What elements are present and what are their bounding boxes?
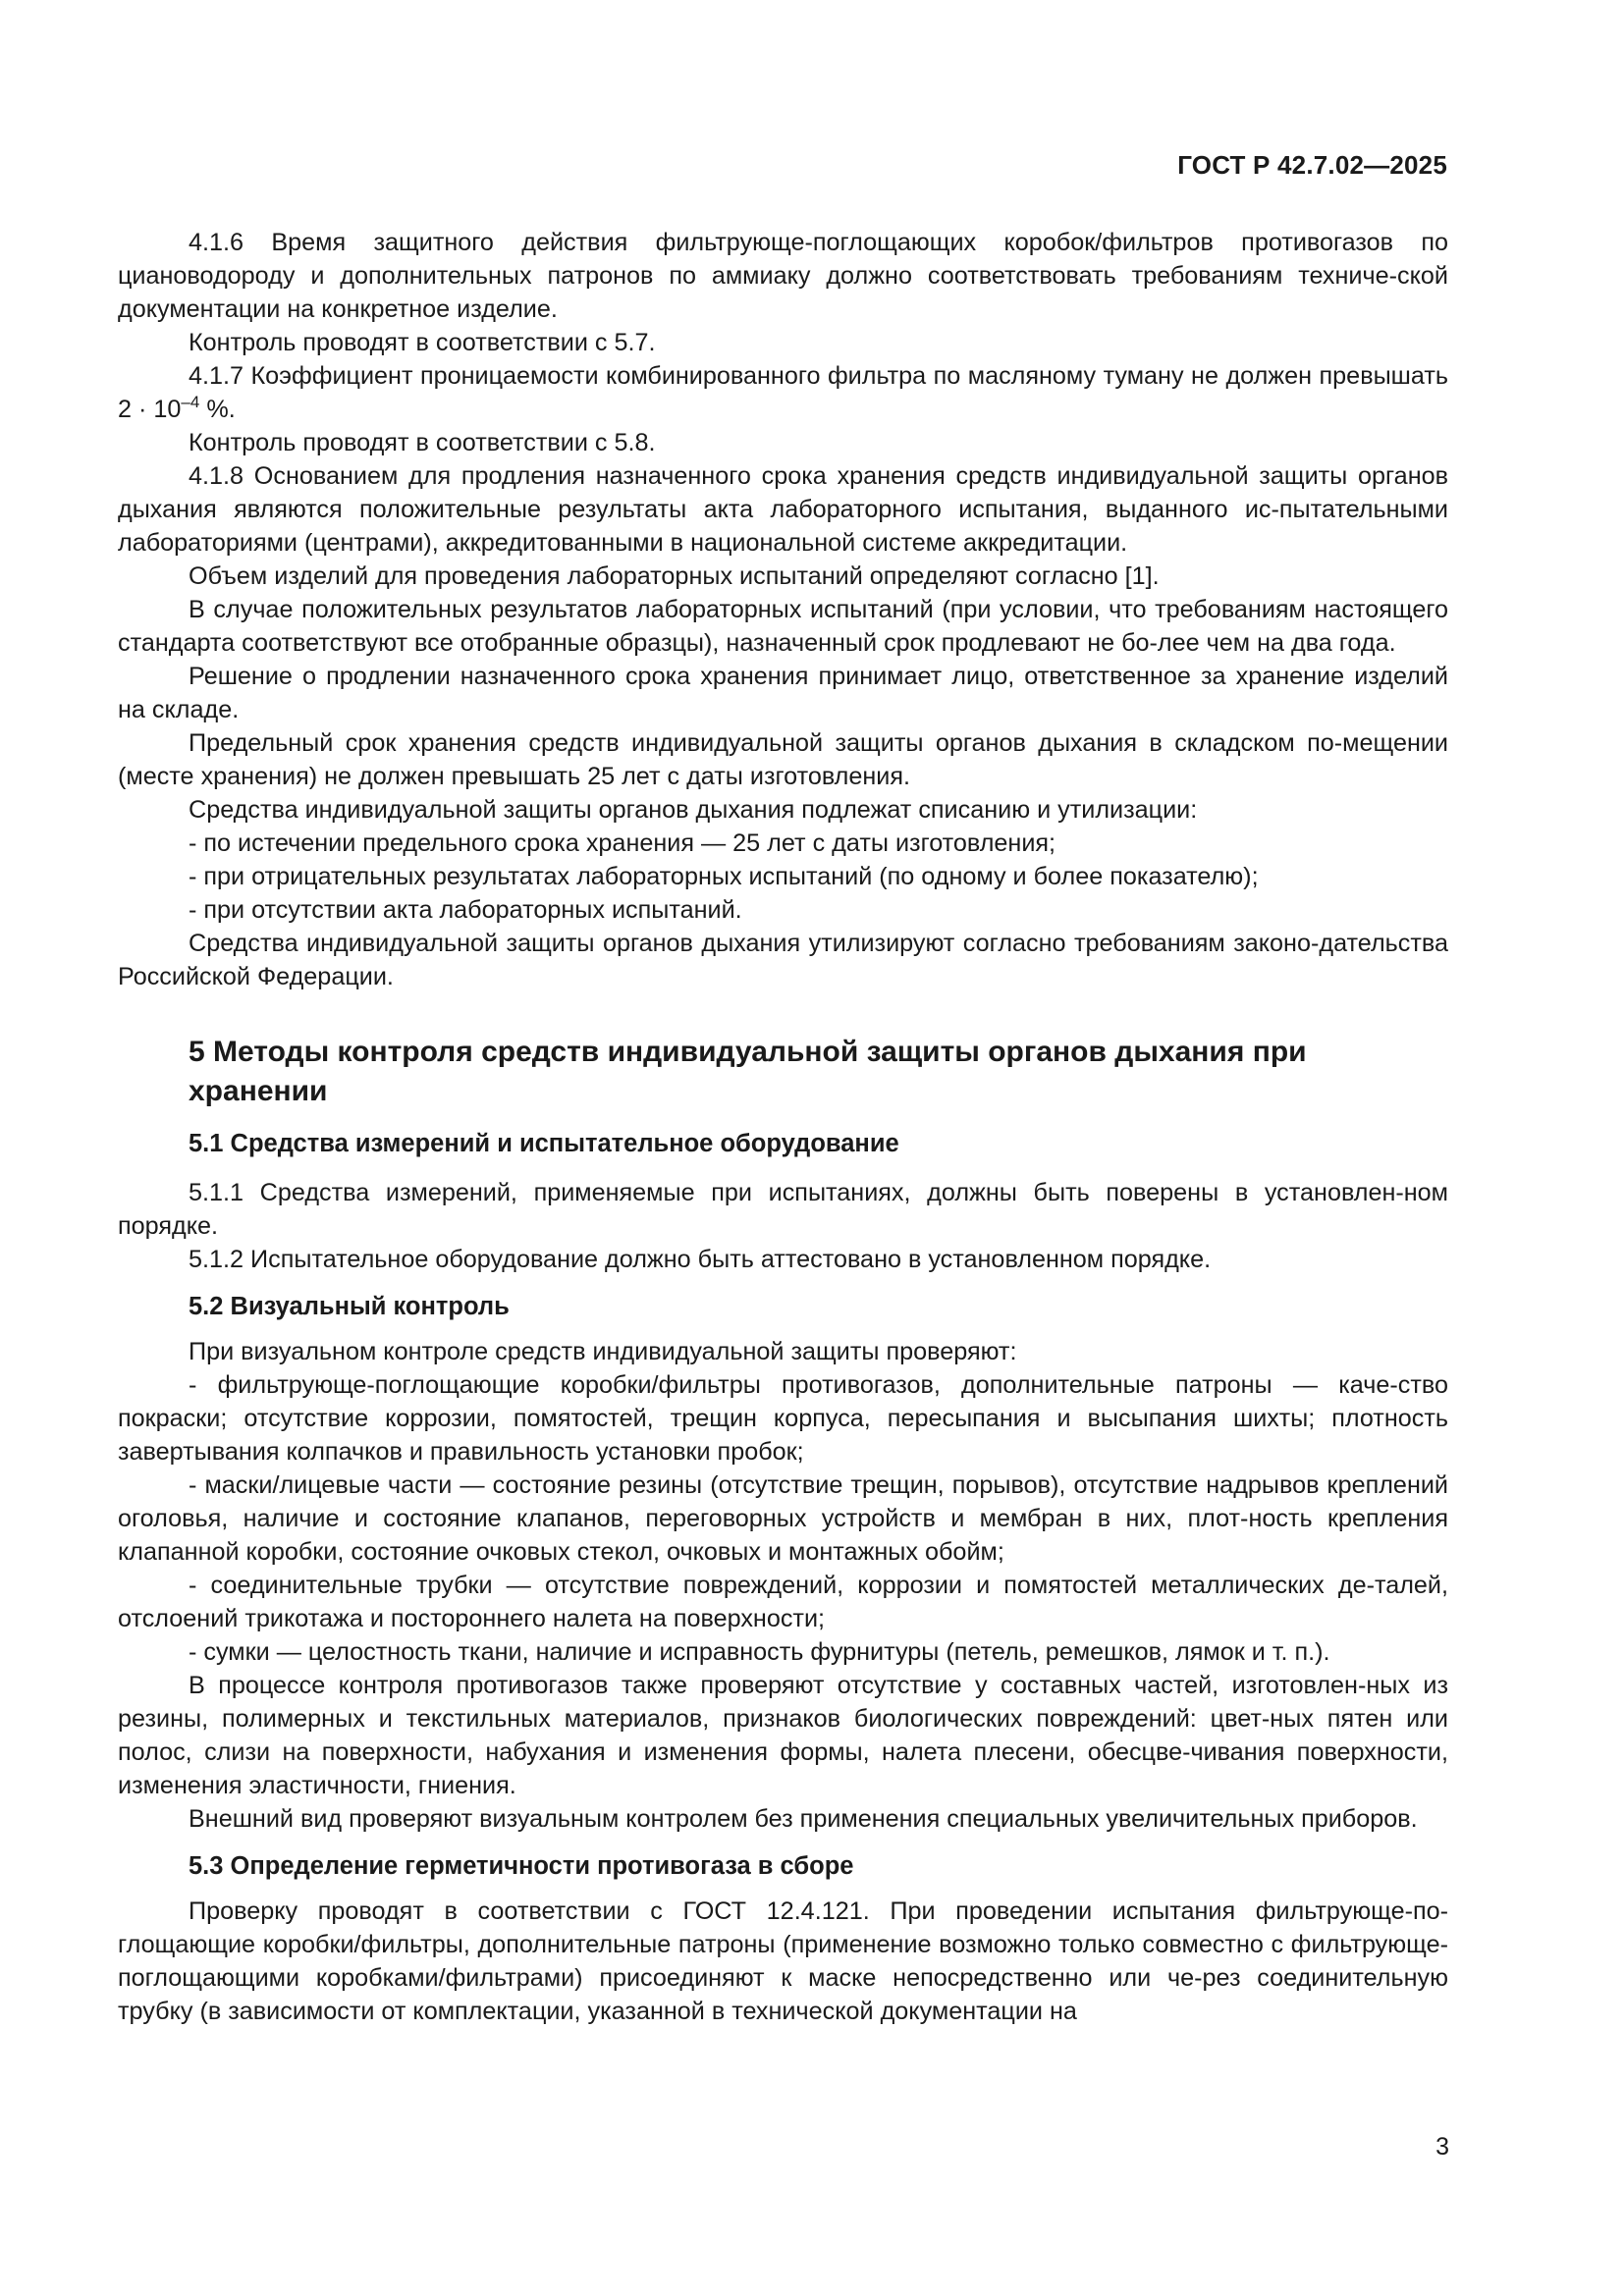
exponent: –4	[181, 393, 200, 411]
list-item: - сумки — целостность ткани, наличие и исправность фурнитуры (петель, ремешков, лямок и т. п.).	[189, 1638, 1330, 1666]
paragraph-text: %.	[199, 396, 236, 423]
section-5-3-title: 5.3 Определение герметичности противогаза в сборе	[189, 1852, 854, 1880]
document-id: ГОСТ Р 42.7.02—2025	[1177, 150, 1447, 180]
section-5-1-title: 5.1 Средства измерений и испытательное оборудование	[189, 1130, 899, 1157]
paragraph-text: 4.1.7 Коэффициент проницаемости комбинированного фильтра по масляному туману не должен превышать 2 · 10	[118, 362, 1448, 423]
document-body	[118, 226, 1448, 2028]
paragraph: В случае положительных результатов лабораторных испытаний (при условии, что требованиям настоящего стандарта соответствуют все отобранные образцы), назначенный срок продлевают не бо-лее чем на два года.	[118, 596, 1448, 657]
paragraph: Решение о продлении назначенного срока хранения принимает лицо, ответственное за хранение изделий на складе.	[118, 663, 1448, 723]
paragraph-4-1-7	[118, 359, 1448, 426]
list-item: - маски/лицевые части — состояние резины (отсутствие трещин, порывов), отсутствие надрывов креплений оголовья, наличие и состояние клапанов, переговорных устройств и мембран в них, плот-ность крепления клапанной коробки, состояние очковых стекол, очковых и монтажных обойм;	[118, 1471, 1448, 1566]
section-5-title: 5 Методы контроля средств индивидуальной защиты органов дыхания при хранении	[189, 1036, 1307, 1107]
paragraph: Контроль проводят в соответствии с 5.8.	[189, 429, 656, 456]
page-number: 3	[1435, 2133, 1449, 2161]
list-item: - при отрицательных результатах лабораторных испытаний (по одному и более показателю);	[189, 863, 1259, 890]
paragraph: 4.1.6 Время защитного действия фильтрующе-поглощающих коробок/фильтров противогазов по циановодороду и дополнительных патронов по аммиаку должно соответствовать требованиям техниче-ской документации на конкретное изделие.	[118, 229, 1448, 323]
paragraph: Предельный срок хранения средств индивидуальной защиты органов дыхания в складском по-мещении (месте хранения) не должен превышать 25 лет с даты изготовления.	[118, 729, 1448, 790]
paragraph: Средства индивидуальной защиты органов дыхания подлежат списанию и утилизации:	[189, 796, 1198, 824]
list-item: - при отсутствии акта лабораторных испытаний.	[189, 896, 742, 924]
list-item: - фильтрующе-поглощающие коробки/фильтры противогазов, дополнительные патроны — каче-ство покраски; отсутствие коррозии, помятостей, трещин корпуса, пересыпания и высыпания шихты; плотность завертывания колпачков и правильность установки пробок;	[118, 1371, 1448, 1466]
paragraph: 4.1.8 Основанием для продления назначенного срока хранения средств индивидуальной защиты органов дыхания являются положительные результаты акта лабораторного испытания, выданного ис-пытательными лабораториями (центрами), аккредитованными в национальной системе аккредитации.	[118, 462, 1448, 557]
paragraph: Контроль проводят в соответствии с 5.7.	[189, 329, 656, 356]
paragraph: В процессе контроля противогазов также проверяют отсутствие у составных частей, изготовлен-ных из резины, полимерных и текстильных материалов, признаков биологических повреждений: цвет-ных пятен или полос, слизи на поверхности, набухания и изменения формы, налета плесени, обесцве-чивания поверхности, изменения эластичности, гниения.	[118, 1672, 1448, 1799]
paragraph: При визуальном контроле средств индивидуальной защиты проверяют:	[189, 1338, 1017, 1365]
paragraph: Средства индивидуальной защиты органов дыхания утилизируют согласно требованиям законо-дательства Российской Федерации.	[118, 930, 1448, 990]
paragraph: Проверку проводят в соответствии с ГОСТ 12.4.121. При проведении испытания фильтрующе-по-глощающие коробки/фильтры, дополнительные патроны (применение возможно только совместно с фильтрующе-поглощающими коробками/фильтрами) присоединяют к маске непосредственно или че-рез соединительную трубку (в зависимости от комплектации, указанной в технической документации на	[118, 1897, 1448, 2025]
paragraph: 5.1.2 Испытательное оборудование должно быть аттестовано в установленном порядке.	[189, 1246, 1212, 1273]
paragraph: Внешний вид проверяют визуальным контролем без применения специальных увеличительных приборов.	[189, 1805, 1418, 1833]
section-5-2-title: 5.2 Визуальный контроль	[189, 1293, 510, 1320]
list-item: - соединительные трубки — отсутствие повреждений, коррозии и помятостей металлических де-талей, отслоений трикотажа и постороннего налета на поверхности;	[118, 1572, 1448, 1632]
paragraph: Объем изделий для проведения лабораторных испытаний определяют согласно [1].	[189, 562, 1160, 590]
paragraph: 5.1.1 Средства измерений, применяемые при испытаниях, должны быть поверены в установлен-ном порядке.	[118, 1179, 1448, 1240]
list-item: - по истечении предельного срока хранения — 25 лет с даты изготовления;	[189, 829, 1056, 857]
